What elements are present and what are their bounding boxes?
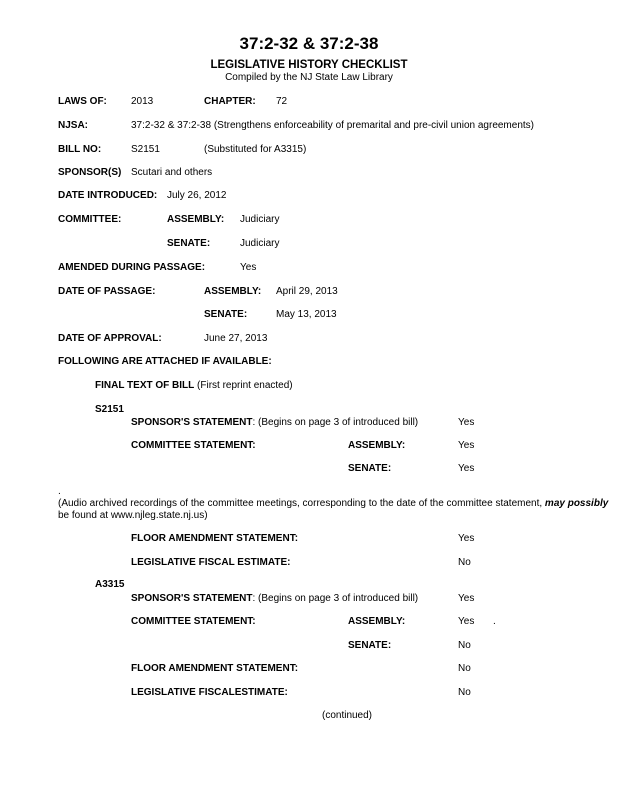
date-introduced-label: DATE INTRODUCED: [58,190,158,201]
chapter-label: CHAPTER: [204,96,256,107]
compiled-by: Compiled by the NJ State Law Library [225,72,393,83]
audio-note-dot: . [58,486,61,497]
s2151-floor-value: Yes [458,533,475,544]
a3315-sponsor-value: Yes [458,593,475,604]
chapter-value: 72 [276,96,288,107]
s2151-sponsor-label: SPONSOR'S STATEMENT [131,417,253,428]
a3315-floor-label: FLOOR AMENDMENT STATEMENT: [131,663,299,674]
date-of-approval-value: June 27, 2013 [204,333,268,344]
final-text-note: (First reprint enacted) [194,380,293,391]
date-introduced-value: July 26, 2012 [167,190,227,201]
a3315-committee-senate-label: SENATE: [348,640,392,651]
checklist-heading: LEGISLATIVE HISTORY CHECKLIST [210,59,408,71]
s2151-sponsor-value: Yes [458,417,475,428]
njsa-value: 37:2-32 & 37:2-38 (Strengthens enforceability of premarital and pre-civil union agreements) [131,120,534,131]
a3315-sponsor-line [131,593,418,605]
a3315-trailing-dot: . [493,616,496,627]
attached-heading: FOLLOWING ARE ATTACHED IF AVAILABLE: [58,356,272,367]
laws-of-value: 2013 [131,96,154,107]
a3315-committee-label: COMMITTEE STATEMENT: [131,616,256,627]
a3315-committee-assembly-label: ASSEMBLY: [348,616,406,627]
committee-assembly-label: ASSEMBLY: [167,214,225,225]
amended-label: AMENDED DURING PASSAGE: [58,262,206,273]
s2151-committee-assembly-value: Yes [458,440,475,451]
bill-substitution-note: (Substituted for A3315) [204,144,307,155]
s2151-floor-label: FLOOR AMENDMENT STATEMENT: [131,533,299,544]
s2151-committee-assembly-label: ASSEMBLY: [348,440,406,451]
bill-no-value: S2151 [131,144,160,155]
s2151-fiscal-label: LEGISLATIVE FISCAL ESTIMATE: [131,557,291,568]
amended-value: Yes [240,262,257,273]
passage-senate-value: May 13, 2013 [276,309,337,320]
date-of-passage-label: DATE OF PASSAGE: [58,286,156,297]
a3315-fiscal-value: No [458,687,471,698]
date-of-approval-label: DATE OF APPROVAL: [58,333,162,344]
s2151-sponsor-note: : (Begins on page 3 of introduced bill) [252,417,419,428]
continued-note: (continued) [321,710,373,721]
s2151-fiscal-value: No [458,557,471,568]
page-title: 37:2-32 & 37:2-38 [239,34,379,53]
committee-assembly-value: Judiciary [240,214,280,225]
a3315-floor-value: No [458,663,471,674]
final-text-label: FINAL TEXT OF BILL [95,380,195,391]
s2151-sponsor-line [131,417,418,429]
a3315-sponsor-note: : (Begins on page 3 of introduced bill) [252,593,419,604]
audio-note-line1 [58,498,608,510]
a3315-sponsor-label: SPONSOR'S STATEMENT [131,593,253,604]
passage-senate-label: SENATE: [204,309,248,320]
committee-label: COMMITTEE: [58,214,122,225]
committee-senate-label: SENATE: [167,238,211,249]
a3315-committee-assembly-value: Yes [458,616,475,627]
bill-no-label: BILL NO: [58,144,102,155]
a3315-committee-senate-value: No [458,640,471,651]
s2151-committee-label: COMMITTEE STATEMENT: [131,440,256,451]
s2151-committee-senate-value: Yes [458,463,475,474]
committee-senate-value: Judiciary [240,238,280,249]
final-text-line [95,380,293,392]
sponsors-value: Scutari and others [131,167,213,178]
passage-assembly-label: ASSEMBLY: [204,286,262,297]
njsa-label: NJSA: [58,120,89,131]
audio-note-emphasis: may possibly [544,498,609,509]
a3315-fiscal-label: LEGISLATIVE FISCALESTIMATE: [131,687,288,698]
audio-note-text: (Audio archived recordings of the committee meetings, corresponding to the date of the committee statement, [58,498,545,509]
s2151-id: S2151 [95,404,124,415]
sponsors-label: SPONSOR(S) [58,167,122,178]
a3315-id: A3315 [95,579,125,590]
audio-note-line2: be found at www.njleg.state.nj.us) [58,510,208,521]
s2151-committee-senate-label: SENATE: [348,463,392,474]
laws-of-label: LAWS OF: [58,96,107,107]
passage-assembly-value: April 29, 2013 [276,286,338,297]
